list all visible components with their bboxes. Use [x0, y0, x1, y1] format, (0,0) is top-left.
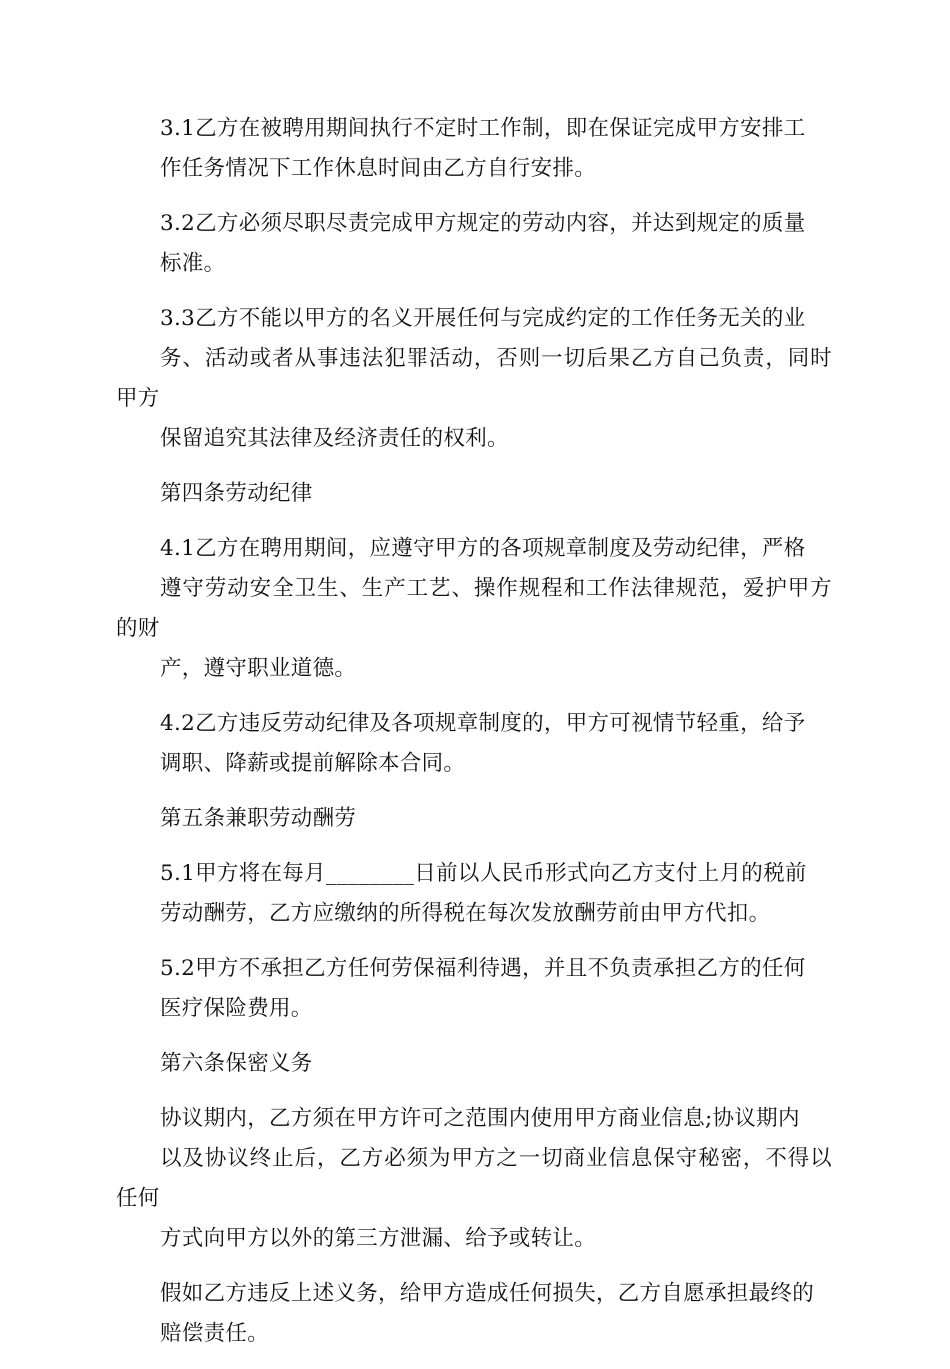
clause-3-3 — [116, 299, 832, 459]
clause-3-1 — [116, 109, 832, 189]
clause-5-2 — [116, 949, 832, 1029]
confidentiality-paragraph — [116, 1099, 832, 1259]
text-line: 产，遵守职业道德。 — [160, 656, 357, 681]
liability-paragraph — [116, 1274, 832, 1354]
text-line: 作任务情况下工作休息时间由乙方自行安排。 — [160, 156, 597, 181]
text-line: 3.2乙方必须尽职尽责完成甲方规定的劳动内容，并达到规定的质量 — [160, 211, 806, 236]
text-line: 4.1乙方在聘用期间，应遵守甲方的各项规章制度及劳动纪律，严格 — [160, 536, 806, 561]
text-line: 劳动酬劳，乙方应缴纳的所得税在每次发放酬劳前由甲方代扣。 — [160, 901, 771, 926]
text-line: 第六条保密义务 — [160, 1051, 313, 1076]
text-line: 5.1甲方将在每月________日前以人民币形式向乙方支付上月的税前 — [160, 861, 807, 886]
text-line: 3.3乙方不能以甲方的名义开展任何与完成约定的工作任务无关的业 — [160, 306, 806, 331]
text-line: 调职、降薪或提前解除本合同。 — [160, 751, 466, 776]
text-line: 第四条劳动纪律 — [160, 481, 313, 506]
text-line: 第五条兼职劳动酬劳 — [160, 806, 357, 831]
text-line: 遵守劳动安全卫生、生产工艺、操作规程和工作法律规范，爱护甲方的财 — [116, 576, 832, 641]
document-page — [116, 109, 832, 1369]
text-line: 医疗保险费用。 — [160, 996, 313, 1021]
text-line: 务、活动或者从事违法犯罪活动，否则一切后果乙方自己负责，同时甲方 — [116, 346, 832, 411]
text-line: 3.1乙方在被聘用期间执行不定时工作制，即在保证完成甲方安排工 — [160, 116, 806, 141]
text-line: 协议期内，乙方须在甲方许可之范围内使用甲方商业信息;协议期内 — [160, 1106, 800, 1131]
text-line: 方式向甲方以外的第三方泄漏、给予或转让。 — [160, 1226, 597, 1251]
clause-5-1 — [116, 854, 832, 934]
text-line: 假如乙方违反上述义务，给甲方造成任何损失，乙方自愿承担最终的 — [160, 1281, 815, 1306]
article-5-heading — [116, 799, 832, 839]
clause-3-2 — [116, 204, 832, 284]
text-line: 保留追究其法律及经济责任的权利。 — [160, 426, 509, 451]
article-6-heading — [116, 1044, 832, 1084]
text-line: 以及协议终止后，乙方必须为甲方之一切商业信息保守秘密，不得以任何 — [116, 1146, 832, 1211]
article-4-heading — [116, 474, 832, 514]
clause-4-1 — [116, 529, 832, 689]
text-line: 5.2甲方不承担乙方任何劳保福利待遇，并且不负责承担乙方的任何 — [160, 956, 806, 981]
text-line: 4.2乙方违反劳动纪律及各项规章制度的，甲方可视情节轻重，给予 — [160, 711, 806, 736]
text-line: 赔偿责任。 — [160, 1321, 270, 1346]
text-line: 标准。 — [160, 251, 226, 276]
clause-4-2 — [116, 704, 832, 784]
